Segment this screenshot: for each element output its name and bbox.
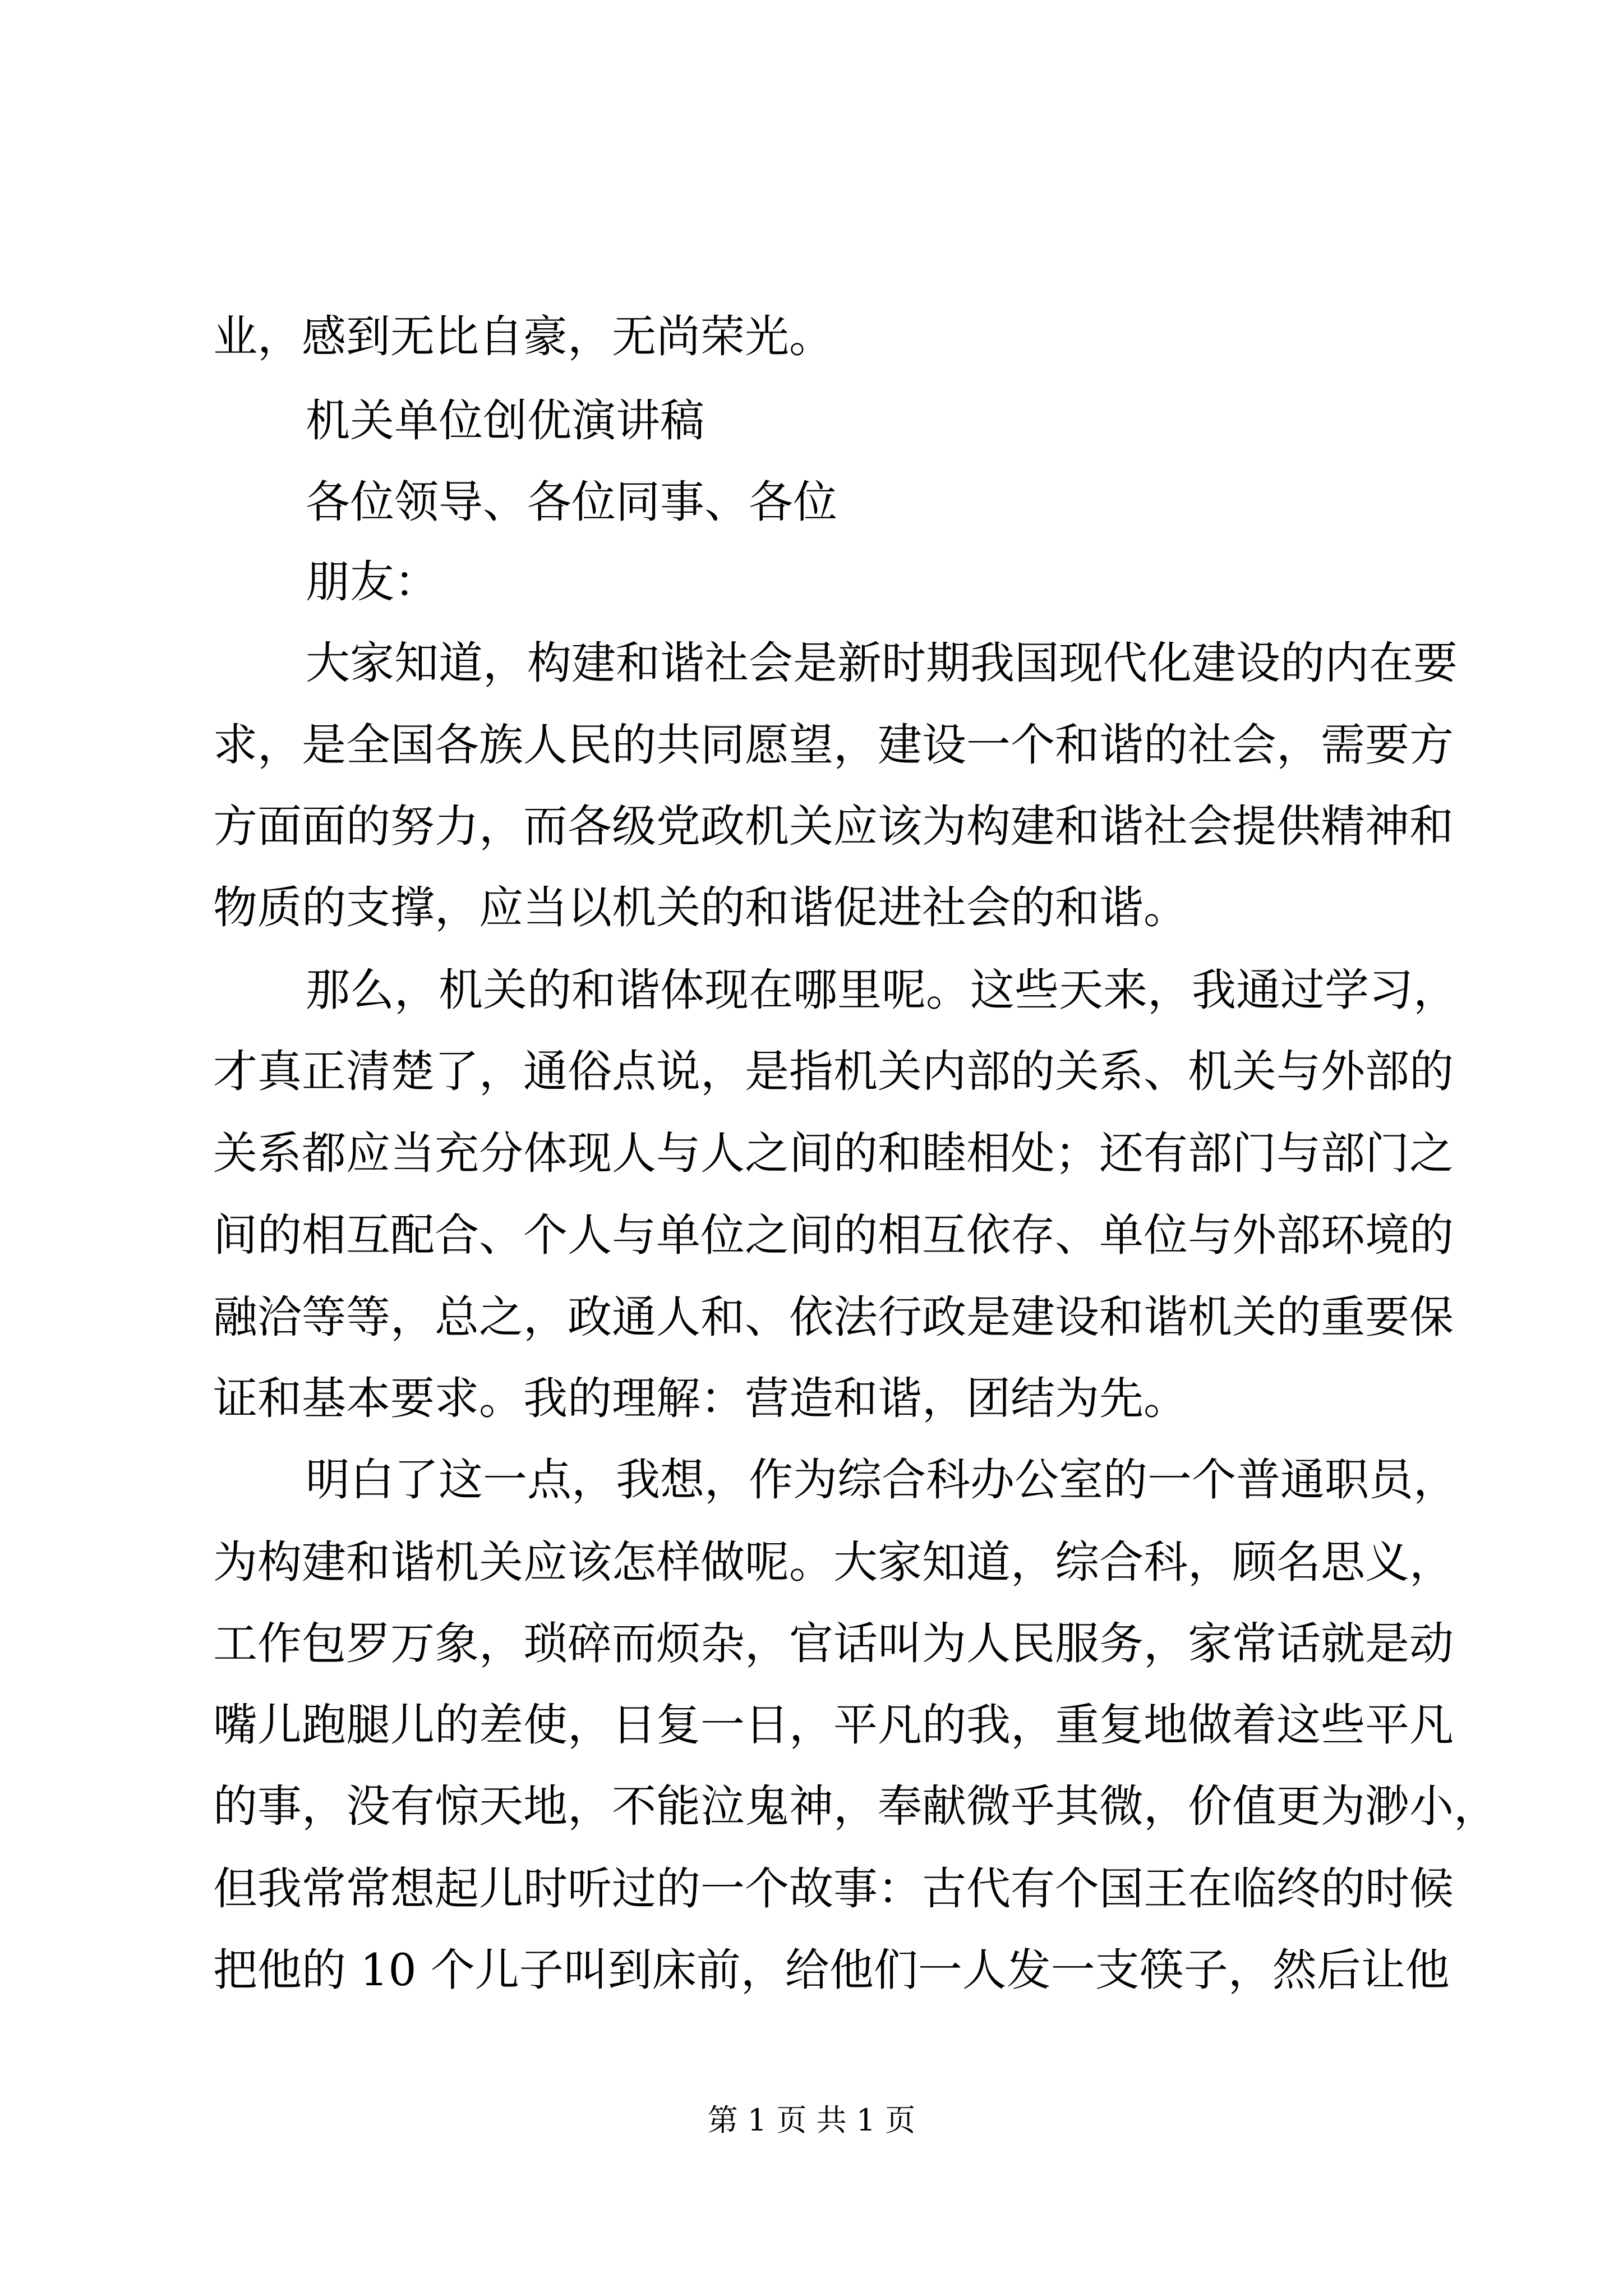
paragraph-line: 工作包罗万象，琐碎而烦杂，官话叫为人民服务，家常话就是动 [213, 1618, 1454, 1669]
paragraph-line: 物质的支撑，应当以机关的和谐促进社会的和谐。 [213, 882, 1188, 933]
paragraph-line: 那么，机关的和谐体现在哪里呢。这些天来，我通过学习， [306, 964, 1458, 1016]
paragraph-line: 把他的 10 个儿子叫到床前，给他们一人发一支筷子，然后让他 [213, 1944, 1450, 1996]
paragraph-line: 关系都应当充分体现人与人之间的和睦相处；还有部门与部门之 [213, 1128, 1454, 1179]
paragraph-line: 间的相互配合、个人与单位之间的相互依存、单位与外部环境的 [213, 1209, 1454, 1261]
paragraph-line: 嘴儿跑腿儿的差使，日复一日，平凡的我，重复地做着这些平凡 [213, 1699, 1454, 1751]
paragraph-line: 才真正清楚了，通俗点说，是指机关内部的关系、机关与外部的 [213, 1046, 1454, 1097]
paragraph-line: 的事，没有惊天地，不能泣鬼神，奉献微乎其微，价值更为渺小， [213, 1780, 1498, 1832]
paragraph-line: 大家知道，构建和谐社会是新时期我国现代化建设的内在要 [306, 637, 1458, 689]
speech-title: 机关单位创优演讲稿 [306, 395, 704, 447]
salutation-line: 朋友： [306, 556, 439, 608]
paragraph-line: 但我常常想起儿时听过的一个故事：古代有个国王在临终的时候 [213, 1863, 1454, 1915]
salutation-line: 各位领导、各位同事、各位 [306, 476, 837, 528]
paragraph-line: 证和基本要求。我的理解：营造和谐，团结为先。 [213, 1373, 1188, 1424]
paragraph-line: 明白了这一点，我想，作为综合科办公室的一个普通职员， [306, 1454, 1458, 1506]
page-footer: 第 1 页 共 1 页 [707, 2102, 916, 2138]
paragraph-line: 方面面的努力，而各级党政机关应该为构建和谐社会提供精神和 [213, 800, 1454, 852]
paragraph-line: 为构建和谐机关应该怎样做呢。大家知道，综合科，顾名思义， [213, 1536, 1454, 1588]
text-line-continuation: 业，感到无比自豪，无尚荣光。 [213, 311, 833, 362]
paragraph-line: 求，是全国各族人民的共同愿望，建设一个和谐的社会，需要方 [213, 719, 1454, 771]
paragraph-line: 融洽等等，总之，政通人和、依法行政是建设和谐机关的重要保 [213, 1291, 1454, 1343]
